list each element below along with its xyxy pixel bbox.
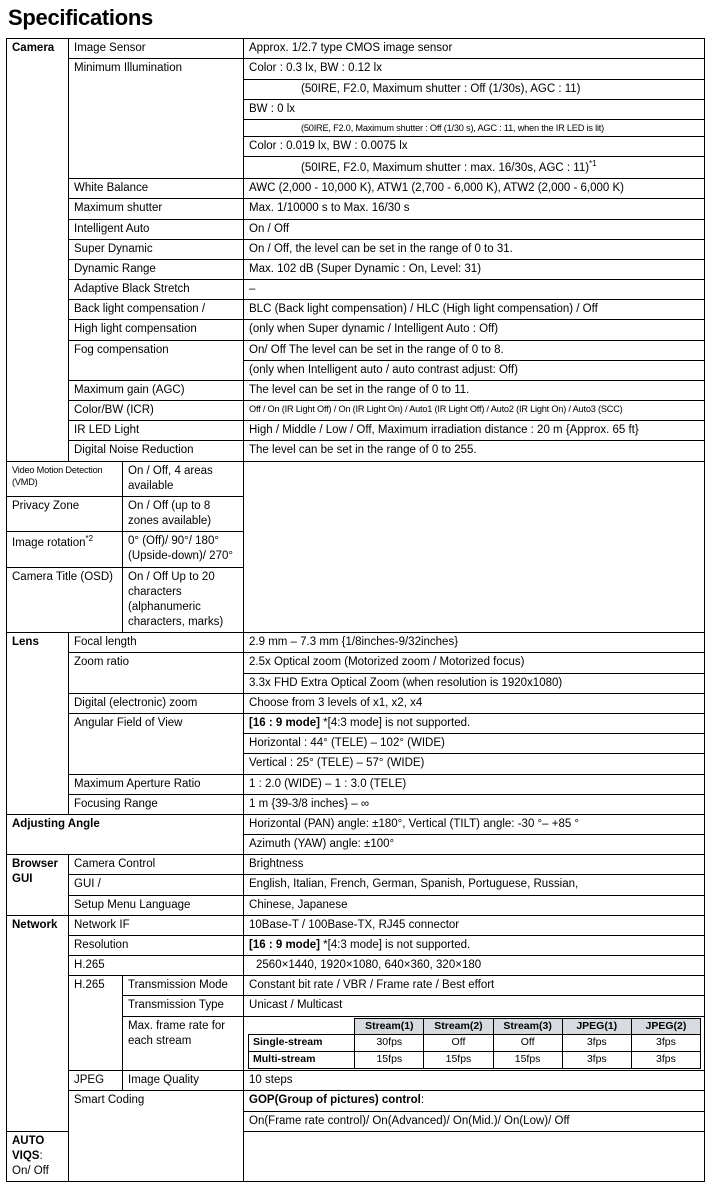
row-value-gui-language-1: English, Italian, French, German, Spanish, Portuguese, Russian, [244, 875, 705, 895]
table-row [7, 633, 705, 653]
table-row [7, 567, 705, 633]
category-adjusting-angle: Adjusting Angle [7, 814, 244, 854]
row-label-angular-field-of-view: Angular Field of View [69, 714, 244, 775]
row-value-transmission-mode: Constant bit rate / VBR / Frame rate / Best effort [244, 976, 705, 996]
stream-col-jpeg1: JPEG(1) [562, 1018, 631, 1035]
table-row [7, 915, 705, 935]
table-row [7, 532, 705, 567]
stream-col-jpeg2: JPEG(2) [631, 1018, 700, 1035]
stream-frame-rate-table-cell [244, 1016, 705, 1071]
category-network: Network [7, 915, 69, 1131]
stream-row-single-label: Single-stream [249, 1035, 355, 1052]
afov-mode-rest: *[4:3 mode] is not supported. [319, 717, 471, 729]
row-label-ir-led-light: IR LED Light [69, 421, 244, 441]
table-row [7, 461, 705, 496]
row-value-transmission-type: Unicast / Multicast [244, 996, 705, 1016]
row-label-digital-zoom: Digital (electronic) zoom [69, 693, 244, 713]
row-label-fog-compensation: Fog compensation [69, 340, 244, 380]
category-browser-gui-line1: Browser [12, 858, 59, 871]
row-value-back-light-compensation-2: (only when Super dynamic / Intelligent Auto : Off) [244, 320, 705, 340]
table-row [7, 496, 705, 531]
row-label-dynamic-range: Dynamic Range [69, 259, 244, 279]
row-value-maximum-gain: The level can be set in the range of 0 to 11. [244, 380, 705, 400]
gop-label-rest: : [420, 1094, 425, 1107]
row-value-focusing-range: 1 m {39-3/8 inches} – ∞ [244, 794, 705, 814]
row-value-color-bw-icr: Off / On (IR Light Off) / On (IR Light On) / Auto1 (IR Light Off) / Auto2 (IR Light On) / Auto3 (SCC) [244, 401, 705, 421]
row-value-adjusting-angle-2: Azimuth (YAW) angle: ±100° [244, 835, 705, 855]
stream-row-single-v4: 3fps [562, 1035, 631, 1052]
row-value-super-dynamic: On / Off, the level can be set in the range of 0 to 31. [244, 239, 705, 259]
row-label-minimum-illumination: Minimum Illumination [69, 59, 244, 179]
row-value-maximum-shutter: Max. 1/10000 s to Max. 16/30 s [244, 199, 705, 219]
afov-mode-bold: [16 : 9 mode] [249, 717, 320, 729]
row-label-transmission-mode: Transmission Mode [123, 976, 244, 996]
table-row [7, 280, 705, 300]
row-value-min-illum-line2: (50IRE, F2.0, Maximum shutter : Off (1/30s), AGC : 11) [301, 82, 581, 95]
stream-row-multi-v1: 15fps [355, 1052, 424, 1069]
row-value-zoom-ratio-1: 2.5x Optical zoom (Motorized zoom / Motorized focus) [244, 653, 705, 673]
table-row [7, 239, 705, 259]
row-label-max-frame-rate-1: Max. frame rate for [128, 1019, 226, 1032]
row-label-focusing-range: Focusing Range [69, 794, 244, 814]
table-row [7, 219, 705, 239]
row-value-afov-3: Vertical : 25° (TELE) – 57° (WIDE) [244, 754, 705, 774]
row-label-back-light-compensation-2: High light compensation [69, 320, 244, 340]
category-browser-gui [7, 855, 69, 916]
table-row [7, 441, 705, 461]
row-group-label-h265: H.265 [69, 976, 123, 1071]
row-value-image-sensor: Approx. 1/2.7 type CMOS image sensor [244, 39, 705, 59]
stream-col-stream2: Stream(2) [424, 1018, 493, 1035]
row-label-video-motion-detection: Video Motion Detection (VMD) [7, 461, 123, 496]
row-label-zoom-ratio: Zoom ratio [69, 653, 244, 693]
row-label-back-light-compensation-1: Back light compensation / [69, 300, 244, 320]
row-value-min-illum-line6-inner [249, 159, 700, 176]
row-value-min-illum-line6: (50IRE, F2.0, Maximum shutter : max. 16/30s, AGC : 11) [301, 162, 590, 175]
row-value-digital-zoom: Choose from 3 levels of x1, x2, x4 [244, 693, 705, 713]
stream-row-multi-v2: 15fps [424, 1052, 493, 1069]
row-label-resolution-2: H.265 [69, 956, 244, 976]
row-value-smart-coding-gop [244, 1091, 705, 1111]
row-label-maximum-shutter: Maximum shutter [69, 199, 244, 219]
table-row [7, 320, 705, 340]
row-value-adaptive-black-stretch: – [244, 280, 705, 300]
row-value-focal-length: 2.9 mm – 7.3 mm {1/8inches-9/32inches} [244, 633, 705, 653]
row-label-camera-title-osd: Camera Title (OSD) [7, 567, 123, 633]
table-row [7, 259, 705, 279]
stream-table-header-row [249, 1018, 701, 1035]
row-label-image-rotation-wrap [7, 532, 123, 567]
row-value-image-rotation: 0° (Off)/ 90°/ 180° (Upside-down)/ 270° [123, 532, 244, 567]
row-value-camera-title-osd: On / Off Up to 20 characters (alphanumeric characters, marks) [123, 567, 244, 633]
table-row [7, 300, 705, 320]
row-label-adaptive-black-stretch: Adaptive Black Stretch [69, 280, 244, 300]
resolution-mode-rest: *[4:3 mode] is not supported. [319, 938, 471, 951]
category-lens: Lens [7, 633, 69, 815]
row-label-network-if: Network IF [69, 915, 244, 935]
row-value-dynamic-range: Max. 102 dB (Super Dynamic : On, Level: 31) [244, 259, 705, 279]
row-label-color-bw-icr: Color/BW (ICR) [69, 401, 244, 421]
row-label-privacy-zone: Privacy Zone [7, 496, 123, 531]
table-row [7, 956, 705, 976]
table-row [7, 340, 705, 360]
row-value-min-illum-line6-wrap [244, 157, 705, 179]
row-value-gui-language-2: Chinese, Japanese [244, 895, 705, 915]
table-row [7, 875, 705, 895]
stream-frame-rate-table [248, 1018, 701, 1070]
row-value-maximum-aperture-ratio: 1 : 2.0 (WIDE) – 1 : 3.0 (TELE) [244, 774, 705, 794]
row-label-gui-language-2: Setup Menu Language [69, 895, 244, 915]
row-label-intelligent-auto: Intelligent Auto [69, 219, 244, 239]
row-value-afov-2: Horizontal : 44° (TELE) – 102° (WIDE) [244, 734, 705, 754]
specifications-table [6, 38, 705, 1182]
stream-row-multi-v4: 3fps [562, 1052, 631, 1069]
table-row [7, 1071, 705, 1091]
stream-table-row [249, 1052, 701, 1069]
row-value-min-illum-line4: (50IRE, F2.0, Maximum shutter : Off (1/30 s), AGC : 11, when the IR LED is lit) [301, 122, 604, 133]
table-row [7, 421, 705, 441]
row-label-smart-coding: Smart Coding [69, 1091, 244, 1182]
table-row [7, 693, 705, 713]
footnote-1: *1 [589, 159, 597, 169]
row-value-resolution-2: 2560×1440, 1920×1080, 640×360, 320×180 [244, 956, 705, 976]
category-camera: Camera [7, 39, 69, 461]
row-value-ir-led-light: High / Middle / Low / Off, Maximum irradiation distance : 20 m {Approx. 65 ft} [244, 421, 705, 441]
stream-row-multi-v5: 3fps [631, 1052, 700, 1069]
table-row [7, 895, 705, 915]
row-value-min-illum-line3: BW : 0 lx [244, 99, 705, 119]
row-label-transmission-type: Transmission Type [123, 996, 244, 1016]
stream-table-corner-cell [249, 1018, 355, 1035]
row-label-camera-control: Camera Control [69, 855, 244, 875]
gop-label-bold: GOP(Group of pictures) control [249, 1094, 421, 1107]
row-label-digital-noise-reduction: Digital Noise Reduction [69, 441, 244, 461]
row-value-camera-control: Brightness [244, 855, 705, 875]
row-value-adjusting-angle-1: Horizontal (PAN) angle: ±180°, Vertical (TILT) angle: -30 °– +85 ° [244, 814, 705, 834]
table-row [7, 976, 705, 996]
stream-col-stream1: Stream(1) [355, 1018, 424, 1035]
row-label-white-balance: White Balance [69, 179, 244, 199]
row-value-smart-coding-gop-values: On(Frame rate control)/ On(Advanced)/ On(Mid.)/ On(Low)/ Off [244, 1111, 705, 1131]
stream-row-multi-label: Multi-stream [249, 1052, 355, 1069]
stream-row-multi-v3: 15fps [493, 1052, 562, 1069]
stream-table-row [249, 1035, 701, 1052]
row-value-image-quality: 10 steps [244, 1071, 705, 1091]
row-value-min-illum-line5: Color : 0.019 lx, BW : 0.0075 lx [244, 137, 705, 157]
row-label-max-frame-rate [123, 1016, 244, 1071]
row-label-maximum-gain: Maximum gain (AGC) [69, 380, 244, 400]
table-row [7, 401, 705, 421]
row-label-max-frame-rate-2: each stream [128, 1034, 192, 1047]
row-value-back-light-compensation-1: BLC (Back light compensation) / HLC (High light compensation) / Off [244, 300, 705, 320]
row-label-image-sensor: Image Sensor [69, 39, 244, 59]
row-value-digital-noise-reduction: The level can be set in the range of 0 to 255. [244, 441, 705, 461]
table-row [7, 774, 705, 794]
stream-row-single-v2: Off [424, 1035, 493, 1052]
row-value-fog-compensation-1: On/ Off The level can be set in the range of 0 to 8. [244, 340, 705, 360]
stream-row-single-v5: 3fps [631, 1035, 700, 1052]
footnote-2: *2 [85, 534, 94, 544]
table-row [7, 714, 705, 734]
row-value-afov-1 [244, 714, 705, 734]
row-label-super-dynamic: Super Dynamic [69, 239, 244, 259]
row-value-min-illum-line1: Color : 0.3 lx, BW : 0.12 lx [244, 59, 705, 79]
row-value-privacy-zone: On / Off (up to 8 zones available) [123, 496, 244, 531]
row-label-gui-language-1: GUI / [69, 875, 244, 895]
viqs-label-bold: AUTO VIQS [12, 1134, 45, 1162]
row-value-zoom-ratio-2: 3.3x FHD Extra Optical Zoom (when resolution is 1920x1080) [244, 673, 705, 693]
row-value-smart-coding-viqs [7, 1131, 69, 1182]
viqs-label-rest: : On/ Off [12, 1149, 49, 1178]
table-row [7, 1091, 705, 1111]
resolution-mode-bold: [16 : 9 mode] [249, 938, 320, 951]
page-title: Specifications [8, 5, 153, 30]
table-row [7, 380, 705, 400]
stream-row-single-v1: 30fps [355, 1035, 424, 1052]
stream-row-single-v3: Off [493, 1035, 562, 1052]
row-value-min-illum-line4-wrap [244, 119, 705, 136]
row-value-video-motion-detection: On / Off, 4 areas available [123, 461, 244, 496]
row-value-white-balance: AWC (2,000 - 10,000 K), ATW1 (2,700 - 6,000 K), ATW2 (2,000 - 6,000 K) [244, 179, 705, 199]
table-row [7, 855, 705, 875]
row-value-min-illum-line2-wrap [244, 79, 705, 99]
row-value-fog-compensation-2: (only when Intelligent auto / auto contrast adjust: Off) [244, 360, 705, 380]
table-row [7, 179, 705, 199]
row-group-label-jpeg: JPEG [69, 1071, 123, 1091]
row-label-maximum-aperture-ratio: Maximum Aperture Ratio [69, 774, 244, 794]
table-row [7, 935, 705, 955]
stream-col-stream3: Stream(3) [493, 1018, 562, 1035]
row-label-resolution-1: Resolution [69, 935, 244, 955]
table-row [7, 814, 705, 834]
table-row [7, 39, 705, 59]
specifications-page [0, 5, 706, 1178]
category-browser-gui-line2: GUI [12, 873, 33, 886]
table-row [7, 59, 705, 79]
row-value-network-if: 10Base-T / 100Base-TX, RJ45 connector [244, 915, 705, 935]
row-label-image-rotation: Image rotation [12, 537, 86, 550]
row-value-resolution-1 [244, 935, 705, 955]
table-row [7, 794, 705, 814]
row-label-focal-length: Focal length [69, 633, 244, 653]
row-label-image-quality: Image Quality [123, 1071, 244, 1091]
table-row [7, 653, 705, 673]
row-value-intelligent-auto: On / Off [244, 219, 705, 239]
table-row [7, 199, 705, 219]
